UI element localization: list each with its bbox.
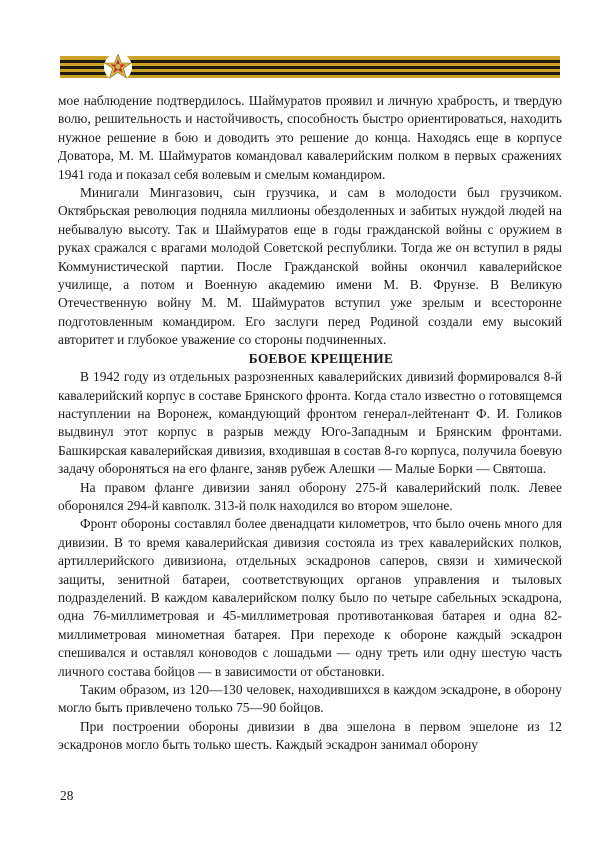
section-heading: БОЕВОЕ КРЕЩЕНИЕ (248, 350, 394, 366)
paragraph: На правом фланге дивизии занял оборону 275-й кавалерийский полк. Левее оборонялся 294-й кавполк. 313-й полк находился во втором эшелоне. (58, 479, 562, 513)
paragraph: мое наблюдение подтвердилось. Шаймуратов проявил и личную храбрость, и твердую волю, решительность и настойчивость, способность быстро ориентироваться, находить нужное решение в бою и доводить это решение до конца. Находясь еще в корпусе Доватора, М. М. Шаймуратов командовал кавалерийским полком в первых сражениях 1941 года и показал себя волевым и смелым командиром. (58, 93, 562, 182)
paragraph: При построении обороны дивизии в два эшелона в первом эшелоне из 12 эскадронов могло быть только шесть. Каждый эскадрон занимал оборону (58, 718, 562, 753)
paragraph: Фронт обороны составлял более двенадцати километров, что было очень много для дивизии. В то время кавалерийская дивизия состояла из трех кавалерийских полков, артиллерийского дивизиона, отдельных эскадронов саперов, связи и химической защиты, зенитной батареи, соответствующих органов управления и тыловых подразделений. В каждом кавалерийском полку было по четыре сабельных эскадрона, одна 76-миллиметровая и 45-миллиметровая противотанковая батарея и одна 82-миллиметровая минометная батарея. При переходе к обороне каждый эскадрон спешивался и оставлял коноводов с лошадьми — одну треть или одну шестую часть личного состава бойцов — в зависимости от обстановки. (58, 516, 562, 679)
paragraph: Таким образом, из 120—130 человек, находившихся в каждом эскадроне, в оборону могло быть привлечено только 75—90 бойцов. (58, 682, 562, 716)
paragraph: Минигали Мингазович, сын грузчика, и сам в молодости был грузчиком. Октябрьская революция подняла миллионы обездоленных и забитых нуждой людей на небывалую высоту. Так и Шаймуратов еще в годы гражданской войны с оружием в руках сражался с врагами молодой Советской республики. Тогда же он вступил в ряды Коммунистической партии. После Гражданской войны окончил кавалерийское училище, а потом и Военную академию имени М. В. Фрунзе. В Великую Отечественную войну М. М. Шаймуратов вступил уже зрелым и всесторонне подготовленным командиром. Его заслуги перед Родиной создали ему высокий авторитет и глубокое уважение со стороны подчиненных. (58, 185, 562, 348)
header-ribbon-band (60, 54, 560, 80)
book-text-column (58, 92, 562, 755)
order-medal-icon (104, 54, 132, 80)
paragraph: В 1942 году из отдельных разрозненных кавалерийских дивизий формировался 8-й кавалерийский корпус в составе Брянского фронта. Когда стало известно о готовящемся наступлении на Воронеж, командующий фронтом генерал-лейтенант Ф. И. Голиков выдвинул этот корпус в разрыв между Юго-Западным и Брянским фронтами. Башкирская кавалерийская дивизия, входившая в состав 8-го корпуса, получила боевую задачу обороняться на его фланге, заняв рубеж Алешки — Малые Борки — Святоша. (58, 369, 562, 477)
ribbon-stripes-graphic (60, 54, 560, 80)
page-number: 28 (60, 788, 74, 803)
